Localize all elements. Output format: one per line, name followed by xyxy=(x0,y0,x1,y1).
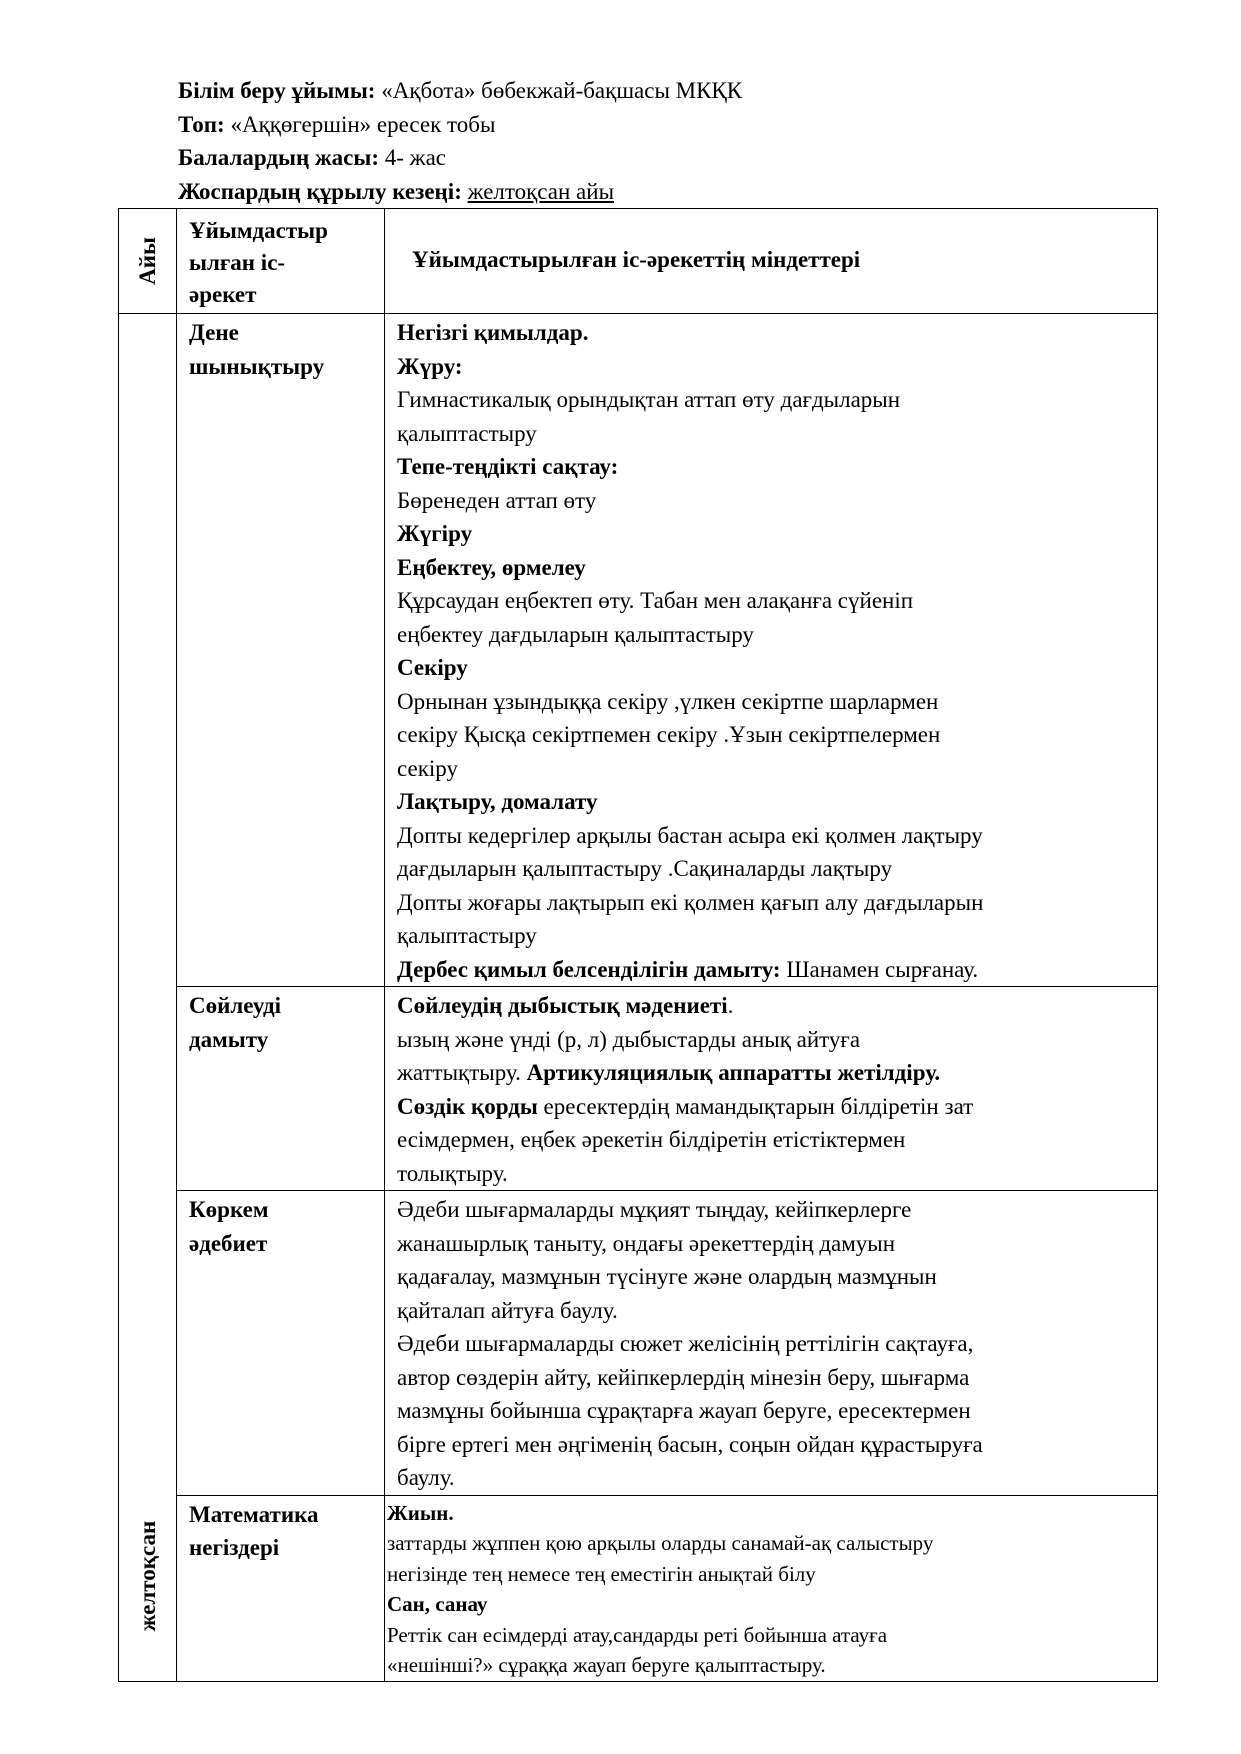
task-line xyxy=(397,1260,1149,1294)
task-line-text: секіру xyxy=(397,755,458,781)
tasks-column-label: Ұйымдастырылған іс-әрекеттің міндеттері xyxy=(412,247,861,272)
table-row xyxy=(119,987,1158,1191)
tasks-text xyxy=(385,1496,1157,1681)
task-line-text: қадағалау, мазмұнын түсінуге және олардың мазмұнын xyxy=(397,1264,937,1289)
period-label: Жоспардың құрылу кезеңі: xyxy=(178,178,462,204)
task-line xyxy=(397,1090,1149,1124)
task-line-text: еңбектеу дағдыларын қалыптастыру xyxy=(397,621,754,647)
age-label: Балалардың жасы: xyxy=(178,145,380,170)
task-line xyxy=(397,1428,1149,1462)
task-line-bold: Жүру: xyxy=(397,353,463,379)
table-row xyxy=(119,1495,1158,1681)
task-line xyxy=(397,1327,1149,1361)
activity-name-line: Дене xyxy=(189,320,239,345)
task-line-text: толықтыру. xyxy=(397,1160,508,1186)
task-line-text: қалыптастыру xyxy=(397,420,537,446)
activity-cell xyxy=(177,1191,385,1496)
task-line xyxy=(397,886,1149,920)
task-line-bold: Жүгіру xyxy=(397,521,473,546)
month-column-label: Айы xyxy=(134,237,160,285)
task-line xyxy=(397,785,1149,819)
organization-label: Білім беру ұйымы: xyxy=(178,78,376,103)
activity-name-line: Математика xyxy=(189,1501,319,1527)
activity-name-line: негіздері xyxy=(189,1535,280,1560)
task-line xyxy=(397,953,1149,987)
task-line xyxy=(387,1528,1149,1559)
task-line-text: негізінде тең немесе тең еместігін анықтай білу xyxy=(387,1561,816,1586)
task-line-text: есімдермен, еңбек әрекетін білдіретін етістіктермен xyxy=(397,1127,906,1152)
tasks-cell xyxy=(385,1495,1158,1681)
task-line xyxy=(397,1193,1149,1227)
task-line-text: жанашырлық таныту, ондағы әрекеттердің дамуын xyxy=(397,1230,896,1256)
task-line-text: «нешінші?» сұраққа жауап беруге қалыптастыру. xyxy=(387,1653,826,1677)
task-line xyxy=(397,919,1149,953)
task-line-text: Орнынан ұзындыққа секіру ,үлкен секіртпе шарлармен xyxy=(397,688,939,714)
task-line xyxy=(397,852,1149,886)
task-line xyxy=(387,1620,1149,1651)
task-line-text: Бөренеден аттап өту xyxy=(397,487,597,513)
month-value: желтоқсан xyxy=(134,1520,160,1631)
task-line xyxy=(397,989,1149,1023)
task-line-text: Реттік сан есімдерді атау,сандарды реті бойынша атауға xyxy=(387,1622,888,1647)
task-line xyxy=(397,417,1149,451)
task-line-text: ересектердің мамандықтарын білдіретін зат xyxy=(537,1093,974,1119)
age-value: 4- жас xyxy=(379,145,446,170)
task-line xyxy=(397,1394,1149,1428)
task-line xyxy=(397,1461,1149,1495)
task-line-bold: Тепе-теңдікті сақтау: xyxy=(397,454,619,479)
task-line xyxy=(387,1498,1149,1529)
activity-name-line: Көркем xyxy=(189,1197,269,1222)
activity-cell xyxy=(177,314,385,987)
task-line-bold: Секіру xyxy=(397,655,468,680)
task-line-bold: Сөйлеудің дыбыстық мәдениеті xyxy=(397,993,728,1018)
task-line-text: жаттықтыру. xyxy=(397,1060,527,1085)
task-line-text: ызың және үнді (р, л) дыбыстарды анық айтуға xyxy=(397,1026,861,1052)
period-line xyxy=(178,175,742,209)
task-line-bold: Артикуляциялық аппаратты жетілдіру. xyxy=(526,1060,941,1085)
activity-cell xyxy=(177,987,385,1191)
task-line-bold: Еңбектеу, өрмелеу xyxy=(397,554,586,580)
tasks-column-header xyxy=(385,209,1158,314)
task-line-bold: Сөздік қорды xyxy=(397,1093,538,1119)
task-line-bold: Негізгі қимылдар. xyxy=(397,320,589,345)
activity-header-line: әрекет xyxy=(189,282,257,307)
task-line xyxy=(387,1650,1149,1681)
task-line xyxy=(397,1023,1149,1057)
task-line-text: бірге ертегі мен әңгіменің басын, соңын ойдан құрастыруға xyxy=(397,1431,983,1457)
activity-header-line: ылған іс- xyxy=(189,250,286,275)
task-line-text: Құрсаудан еңбектеп өту. Табан мен алақанға сүйеніп xyxy=(397,588,914,613)
month-cell xyxy=(119,314,177,1682)
task-line xyxy=(397,517,1149,551)
month-column-header xyxy=(119,209,177,314)
table-row xyxy=(119,314,1158,987)
task-line xyxy=(397,450,1149,484)
task-line-text: баулу. xyxy=(397,1465,455,1490)
activity-cell xyxy=(177,1495,385,1681)
organization-line xyxy=(178,74,742,108)
plan-table xyxy=(118,208,1158,1682)
task-line xyxy=(397,383,1149,417)
task-line-text: заттарды жұппен қою арқылы оларды санамай-ақ салыстыру xyxy=(387,1531,934,1555)
activity-name-line: әдебиет xyxy=(189,1230,268,1256)
task-line xyxy=(397,1157,1149,1191)
task-line xyxy=(397,1294,1149,1328)
task-line xyxy=(397,685,1149,719)
task-line-text: . xyxy=(727,993,734,1018)
period-value: желтоқсан айы xyxy=(467,178,615,204)
task-line-text: дағдыларын қалыптастыру .Сақиналарды лақтыру xyxy=(397,856,893,881)
group-label: Топ: xyxy=(178,111,225,137)
task-line-text: Допты кедергілер арқылы бастан асыра екі қолмен лақтыру xyxy=(397,822,983,848)
tasks-cell xyxy=(385,1191,1158,1496)
group-value: «Аққөгершін» ересек тобы xyxy=(224,111,496,137)
activity-name-line: шынықтыру xyxy=(189,353,325,379)
table-header-row xyxy=(119,209,1158,314)
task-line-bold: Лақтыру, домалату xyxy=(397,789,598,814)
task-line xyxy=(397,584,1149,618)
activity-header-line: Ұйымдастыр xyxy=(189,218,328,243)
task-line xyxy=(397,1123,1149,1157)
task-line xyxy=(397,316,1149,350)
task-line-text: Допты жоғары лақтырып екі қолмен қағып алу дағдыларын xyxy=(397,889,984,915)
task-line-bold: Дербес қимыл белсенділігін дамыту: xyxy=(397,956,781,982)
task-line-text: Әдеби шығармаларды сюжет желісінің реттілігін сақтауға, xyxy=(397,1331,974,1356)
document-header xyxy=(178,74,742,208)
tasks-text xyxy=(385,1191,1157,1495)
task-line xyxy=(397,618,1149,652)
task-line xyxy=(397,1361,1149,1395)
task-line xyxy=(397,350,1149,384)
task-line xyxy=(397,819,1149,853)
tasks-text xyxy=(385,987,1157,1190)
task-line xyxy=(397,651,1149,685)
task-line-text: секіру Қысқа секіртпемен секіру .Ұзын секіртпелермен xyxy=(397,722,941,747)
table-row xyxy=(119,1191,1158,1496)
tasks-text xyxy=(385,314,1157,986)
task-line-text: Гимнастикалық орындықтан аттап өту дағдыларын xyxy=(397,387,901,412)
tasks-cell xyxy=(385,987,1158,1191)
task-line-text: Әдеби шығармаларды мұқият тыңдау, кейіпкерлерге xyxy=(397,1197,912,1222)
group-line xyxy=(178,108,742,142)
task-line xyxy=(397,1056,1149,1090)
task-line xyxy=(397,1227,1149,1261)
task-line-bold: Сан, санау xyxy=(387,1592,488,1616)
task-line xyxy=(397,551,1149,585)
activity-name-line: дамыту xyxy=(189,1026,269,1052)
organization-value: «Ақбота» бөбекжай-бақшасы МКҚК xyxy=(375,78,743,103)
task-line-text: мазмұны бойынша сұрақтарға жауап беруге, ересектермен xyxy=(397,1398,971,1423)
activity-column-header xyxy=(177,209,385,314)
task-line-text: Шанамен сырғанау. xyxy=(780,956,979,982)
task-line xyxy=(397,752,1149,786)
tasks-cell xyxy=(385,314,1158,987)
age-line xyxy=(178,141,742,175)
task-line-text: автор сөздерін айту, кейіпкерлердің мінезін беру, шығарма xyxy=(397,1364,970,1390)
task-line xyxy=(387,1559,1149,1590)
task-line-bold: Жиын. xyxy=(387,1500,454,1525)
task-line-text: қайталап айтуға баулу. xyxy=(397,1297,618,1323)
task-line xyxy=(397,484,1149,518)
activity-name-line: Сөйлеуді xyxy=(189,993,281,1018)
task-line-text: қалыптастыру xyxy=(397,923,537,948)
task-line xyxy=(387,1589,1149,1620)
task-line xyxy=(397,718,1149,752)
